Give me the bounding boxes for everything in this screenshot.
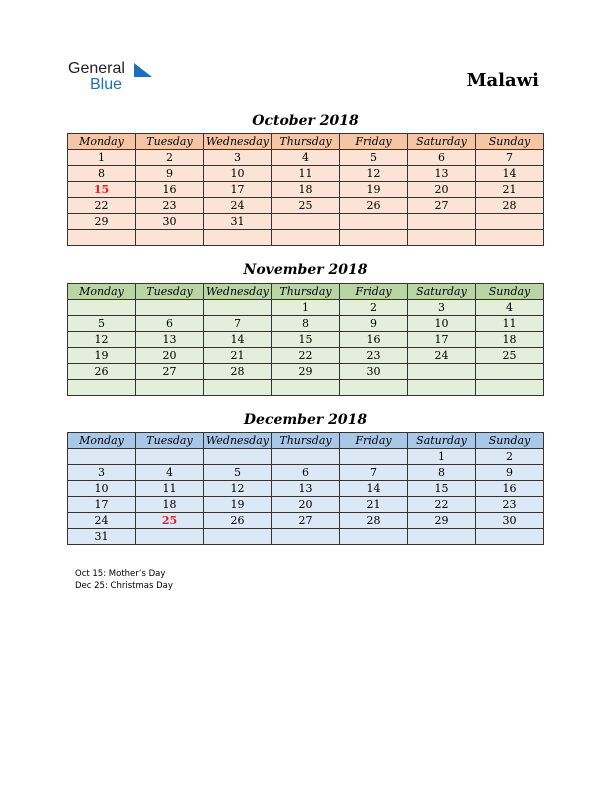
day-cell: 1 [272, 300, 340, 316]
day-cell: 27 [408, 198, 476, 214]
holiday-note: Dec 25: Christmas Day [75, 581, 173, 591]
day-cell [272, 529, 340, 545]
day-cell: 12 [204, 481, 272, 497]
logo [68, 60, 168, 96]
day-cell: 1 [408, 449, 476, 465]
day-cell: 3 [68, 465, 136, 481]
weekday-header-row [68, 433, 544, 449]
day-cell [136, 230, 204, 246]
day-cell: 29 [408, 513, 476, 529]
weekday-header: Thursday [272, 134, 340, 150]
day-cell [68, 300, 136, 316]
day-cell: 18 [136, 497, 204, 513]
day-cell: 26 [340, 198, 408, 214]
week-row [68, 449, 544, 465]
logo-general-text: General [68, 60, 125, 77]
day-cell: 3 [204, 150, 272, 166]
day-cell: 23 [136, 198, 204, 214]
day-cell [476, 529, 544, 545]
weekday-header: Tuesday [136, 433, 204, 449]
day-cell: 26 [204, 513, 272, 529]
week-row [68, 214, 544, 230]
day-cell [272, 380, 340, 396]
day-cell: 24 [68, 513, 136, 529]
day-cell: 28 [340, 513, 408, 529]
day-cell: 15 [272, 332, 340, 348]
day-cell: 1 [68, 150, 136, 166]
day-cell: 26 [68, 364, 136, 380]
day-cell [408, 529, 476, 545]
day-cell: 10 [68, 481, 136, 497]
day-cell: 5 [340, 150, 408, 166]
day-cell: 4 [476, 300, 544, 316]
weekday-header: Tuesday [136, 284, 204, 300]
day-cell [272, 214, 340, 230]
day-cell: 14 [204, 332, 272, 348]
day-cell [476, 230, 544, 246]
week-row [68, 497, 544, 513]
day-cell: 2 [476, 449, 544, 465]
day-cell [476, 380, 544, 396]
day-cell [272, 230, 340, 246]
week-row [68, 348, 544, 364]
day-cell: 20 [408, 182, 476, 198]
day-cell: 25 [272, 198, 340, 214]
month-title-november: November 2018 [243, 262, 368, 278]
day-cell [408, 214, 476, 230]
weekday-header-row [68, 284, 544, 300]
weekday-header: Monday [68, 284, 136, 300]
week-row [68, 513, 544, 529]
day-cell: 9 [476, 465, 544, 481]
calendar-december [67, 432, 544, 545]
day-cell: 6 [136, 316, 204, 332]
day-cell: 5 [204, 465, 272, 481]
day-cell [340, 214, 408, 230]
day-cell: 3 [408, 300, 476, 316]
day-cell [204, 449, 272, 465]
day-cell: 8 [68, 166, 136, 182]
month-title-october: October 2018 [252, 113, 359, 129]
day-cell: 12 [340, 166, 408, 182]
weekday-header: Saturday [408, 284, 476, 300]
day-cell: 11 [272, 166, 340, 182]
day-cell: 30 [476, 513, 544, 529]
day-cell: 17 [408, 332, 476, 348]
day-cell: 19 [68, 348, 136, 364]
day-cell: 31 [68, 529, 136, 545]
week-row [68, 380, 544, 396]
week-row [68, 300, 544, 316]
day-cell: 18 [272, 182, 340, 198]
day-cell: 20 [136, 348, 204, 364]
weekday-header: Saturday [408, 134, 476, 150]
day-cell: 7 [340, 465, 408, 481]
day-cell: 29 [272, 364, 340, 380]
day-cell [340, 230, 408, 246]
holiday-notes [75, 568, 173, 592]
day-cell: 13 [272, 481, 340, 497]
day-cell: 16 [340, 332, 408, 348]
day-cell: 30 [340, 364, 408, 380]
day-cell: 9 [340, 316, 408, 332]
day-cell: 5 [68, 316, 136, 332]
week-row [68, 198, 544, 214]
day-cell: 8 [408, 465, 476, 481]
logo-blue-text: Blue [90, 76, 123, 93]
day-cell: 21 [204, 348, 272, 364]
weekday-header: Sunday [476, 134, 544, 150]
day-cell [408, 364, 476, 380]
day-cell: 2 [340, 300, 408, 316]
day-cell: 20 [272, 497, 340, 513]
day-cell: 14 [340, 481, 408, 497]
day-cell: 18 [476, 332, 544, 348]
day-cell: 11 [136, 481, 204, 497]
week-row [68, 332, 544, 348]
day-cell: 17 [204, 182, 272, 198]
day-cell: 28 [204, 364, 272, 380]
weekday-header: Sunday [476, 433, 544, 449]
day-cell: 21 [340, 497, 408, 513]
day-cell [408, 230, 476, 246]
day-cell: 9 [136, 166, 204, 182]
day-cell: 31 [204, 214, 272, 230]
week-row [68, 364, 544, 380]
day-cell: 17 [68, 497, 136, 513]
day-cell: 23 [476, 497, 544, 513]
holiday-note: Oct 15: Mother’s Day [75, 569, 166, 579]
weekday-header: Friday [340, 134, 408, 150]
week-row [68, 481, 544, 497]
day-cell: 15 [68, 182, 136, 198]
day-cell: 21 [476, 182, 544, 198]
day-cell: 24 [408, 348, 476, 364]
day-cell: 6 [272, 465, 340, 481]
weekday-header: Thursday [272, 433, 340, 449]
day-cell [68, 230, 136, 246]
day-cell [476, 364, 544, 380]
day-cell: 14 [476, 166, 544, 182]
day-cell [204, 529, 272, 545]
day-cell [136, 449, 204, 465]
week-row [68, 182, 544, 198]
day-cell: 19 [204, 497, 272, 513]
day-cell [340, 529, 408, 545]
flag-icon [134, 63, 154, 79]
weekday-header: Sunday [476, 284, 544, 300]
month-title-december: December 2018 [243, 412, 368, 428]
calendar-november [67, 283, 544, 396]
day-cell: 4 [136, 465, 204, 481]
day-cell: 2 [136, 150, 204, 166]
day-cell: 24 [204, 198, 272, 214]
day-cell: 28 [476, 198, 544, 214]
day-cell [204, 380, 272, 396]
day-cell: 27 [136, 364, 204, 380]
weekday-header: Monday [68, 433, 136, 449]
day-cell: 6 [408, 150, 476, 166]
day-cell: 12 [68, 332, 136, 348]
country-name: Malawi [466, 70, 539, 91]
day-cell: 22 [408, 497, 476, 513]
day-cell: 7 [204, 316, 272, 332]
day-cell: 23 [340, 348, 408, 364]
day-cell [136, 380, 204, 396]
weekday-header: Thursday [272, 284, 340, 300]
day-cell [68, 380, 136, 396]
day-cell [340, 380, 408, 396]
day-cell: 7 [476, 150, 544, 166]
week-row [68, 166, 544, 182]
weekday-header: Wednesday [204, 134, 272, 150]
day-cell: 4 [272, 150, 340, 166]
day-cell [204, 300, 272, 316]
day-cell: 25 [136, 513, 204, 529]
day-cell [204, 230, 272, 246]
day-cell: 13 [408, 166, 476, 182]
day-cell: 13 [136, 332, 204, 348]
weekday-header: Monday [68, 134, 136, 150]
day-cell: 22 [272, 348, 340, 364]
weekday-header: Tuesday [136, 134, 204, 150]
day-cell: 29 [68, 214, 136, 230]
week-row [68, 529, 544, 545]
day-cell: 16 [136, 182, 204, 198]
week-row [68, 316, 544, 332]
day-cell [476, 214, 544, 230]
weekday-header: Saturday [408, 433, 476, 449]
day-cell [68, 449, 136, 465]
day-cell [136, 529, 204, 545]
day-cell [272, 449, 340, 465]
day-cell: 30 [136, 214, 204, 230]
weekday-header: Wednesday [204, 284, 272, 300]
day-cell: 10 [408, 316, 476, 332]
day-cell [340, 449, 408, 465]
day-cell: 27 [272, 513, 340, 529]
week-row [68, 150, 544, 166]
weekday-header: Friday [340, 433, 408, 449]
day-cell: 16 [476, 481, 544, 497]
day-cell [408, 380, 476, 396]
day-cell: 11 [476, 316, 544, 332]
weekday-header: Friday [340, 284, 408, 300]
weekday-header: Wednesday [204, 433, 272, 449]
day-cell: 25 [476, 348, 544, 364]
day-cell: 15 [408, 481, 476, 497]
day-cell: 8 [272, 316, 340, 332]
calendar-october [67, 133, 544, 246]
day-cell: 10 [204, 166, 272, 182]
weekday-header-row [68, 134, 544, 150]
day-cell: 19 [340, 182, 408, 198]
week-row [68, 230, 544, 246]
day-cell: 22 [68, 198, 136, 214]
day-cell [136, 300, 204, 316]
week-row [68, 465, 544, 481]
